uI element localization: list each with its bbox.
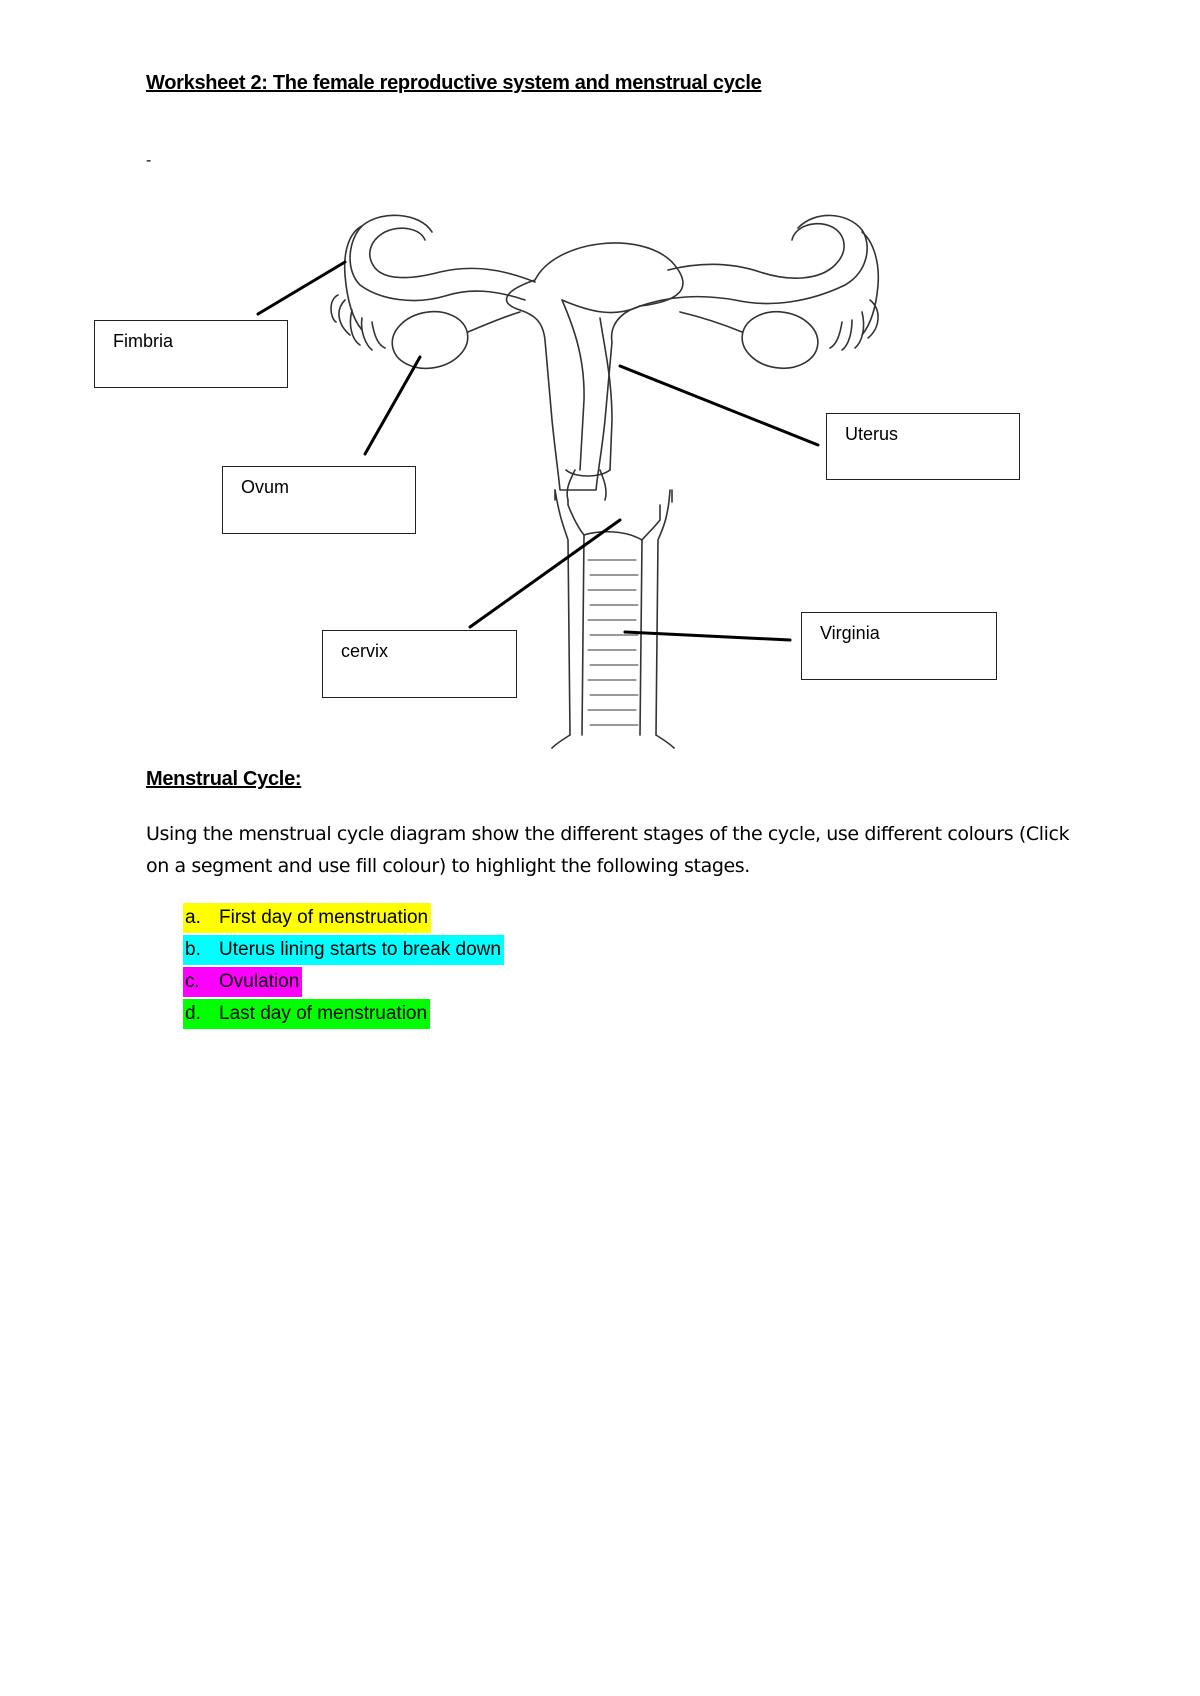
uterus-body [506, 243, 682, 490]
stage-text: Ovulation [219, 971, 300, 992]
cervix-shape [566, 470, 610, 500]
ovum-label-box[interactable] [222, 466, 416, 534]
stage-text: Uterus lining starts to break down [219, 939, 501, 960]
stage-letter: c. [185, 971, 200, 992]
stage-letter: d. [185, 1003, 201, 1024]
stage-text: Last day of menstruation [219, 1003, 428, 1024]
stage-item [183, 935, 504, 967]
fimbria-label-box[interactable] [94, 320, 288, 388]
stage-item [183, 903, 504, 935]
stage-highlight-c [183, 967, 302, 997]
virginia-leader [625, 632, 790, 640]
ovum-label: Ovum [241, 477, 290, 497]
ovum-leader [365, 357, 420, 454]
right-fallopian-tube [668, 224, 844, 278]
left-ovary [388, 306, 473, 374]
fimbria-leader [258, 262, 345, 314]
stage-letter: a. [185, 907, 201, 928]
stage-letter: b. [185, 939, 201, 960]
instructions-text: Using the menstrual cycle diagram show the different stages of the cycle, use different colours (Click on a segment and use fill colour) to highlight the following stages. [146, 823, 1070, 877]
right-ovary [738, 307, 821, 373]
left-fimbria [331, 295, 385, 350]
uterus-label-box[interactable] [826, 413, 1020, 480]
fimbria-label: Fimbria [113, 331, 174, 351]
uterus-leader [620, 366, 818, 445]
vagina-ridges [588, 560, 638, 725]
uterus-label: Uterus [845, 424, 899, 444]
worksheet-title: Worksheet 2: The female reproductive system and menstrual cycle [146, 72, 762, 94]
cervix-leader [470, 520, 620, 627]
menstrual-cycle-heading: Menstrual Cycle: [146, 768, 302, 790]
stage-highlight-a [183, 903, 431, 933]
stage-text: First day of menstruation [219, 907, 429, 928]
virginia-label-box[interactable] [801, 612, 997, 680]
cervix-label: cervix [341, 641, 389, 661]
stage-item [183, 967, 504, 999]
dash-mark: - [146, 152, 152, 169]
stage-highlight-b [183, 935, 504, 965]
left-fallopian-tube [370, 228, 535, 282]
virginia-label: Virginia [820, 623, 880, 643]
stage-highlight-d [183, 999, 430, 1029]
stage-list [183, 903, 504, 1031]
vagina-outline [568, 500, 660, 735]
right-fimbria [830, 300, 878, 350]
cervix-label-box[interactable] [322, 630, 517, 698]
stage-item [183, 999, 504, 1031]
